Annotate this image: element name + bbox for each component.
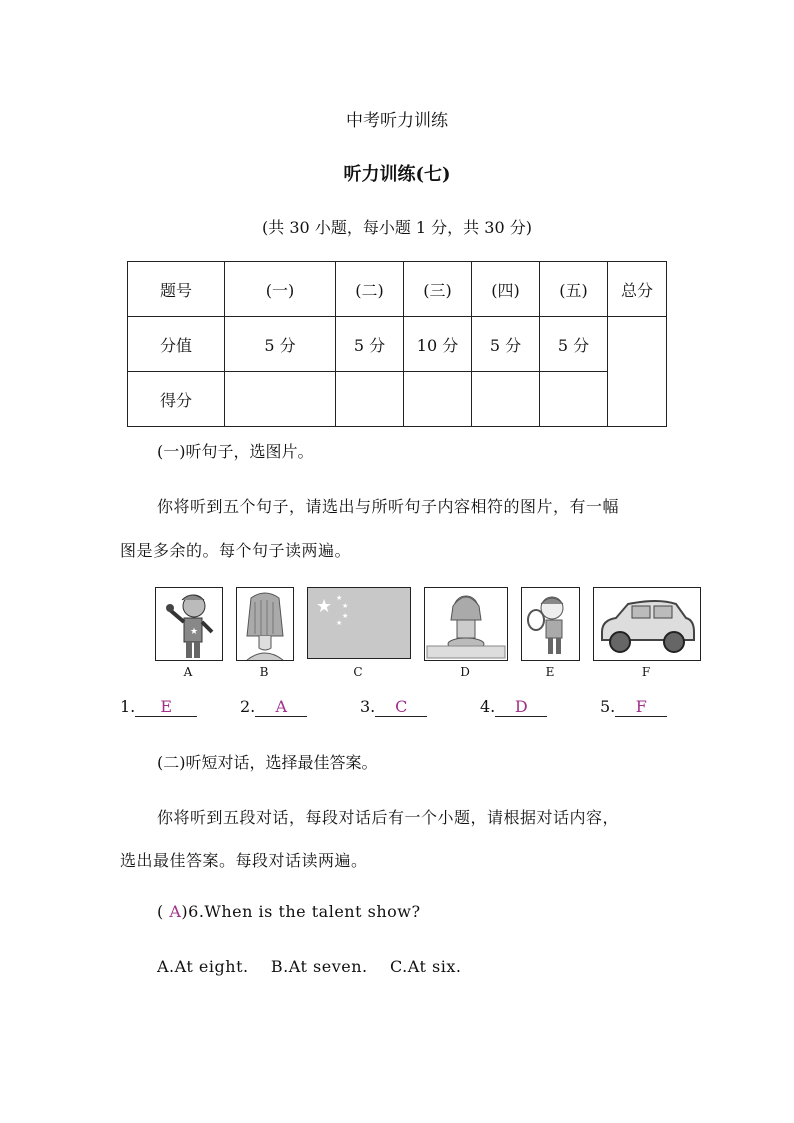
svg-text:★: ★ <box>342 602 349 610</box>
series-title: 中考听力训练 <box>346 111 448 131</box>
table-cell: 5 分 <box>336 317 404 372</box>
section2-instruction: 选出最佳答案。每段对话读两遍。 <box>120 851 368 870</box>
answer-blank[interactable] <box>255 697 307 717</box>
section1-instruction: 图是多余的。每个句子读两遍。 <box>120 541 352 560</box>
table-cell: 10 分 <box>404 317 472 372</box>
table-row <box>128 317 667 372</box>
table-cell: 5 分 <box>472 317 540 372</box>
table-row <box>128 372 667 427</box>
total-score-cell[interactable] <box>608 317 667 427</box>
answer-value: F <box>635 697 647 716</box>
column-header: (四) <box>472 262 540 317</box>
picture-label: F <box>641 665 651 679</box>
score-cell[interactable] <box>404 372 472 427</box>
column-header: (五) <box>540 262 608 317</box>
girl-washing-icon <box>425 588 507 660</box>
score-cell[interactable] <box>336 372 404 427</box>
picture-label: B <box>259 665 269 679</box>
page-subtitle: (共 30 小题，每小题 1 分，共 30 分) <box>262 218 532 237</box>
section2-heading: (二)听短对话，选择最佳答案。 <box>157 753 378 772</box>
girl-hair-icon <box>237 588 293 660</box>
score-cell[interactable] <box>225 372 336 427</box>
section2-instruction: 你将听到五段对话，每段对话后有一个小题，请根据对话内容， <box>157 808 620 827</box>
question-6 <box>157 902 421 921</box>
answer-value: D <box>514 697 528 716</box>
picture-label: C <box>353 665 363 679</box>
picture-b[interactable] <box>236 587 294 661</box>
table-cell: 5 分 <box>540 317 608 372</box>
picture-label: E <box>545 665 555 679</box>
svg-text:★: ★ <box>190 627 199 637</box>
answer-blank[interactable] <box>495 697 547 717</box>
question-number: 2. <box>240 697 256 716</box>
answer-item <box>480 697 547 717</box>
china-flag-icon <box>308 588 410 658</box>
question-6-options: A.At eight. B.At seven. C.At six. <box>157 957 462 976</box>
svg-text:★: ★ <box>336 619 343 627</box>
question-paren: ( <box>157 902 164 921</box>
picture-f[interactable] <box>593 587 701 661</box>
row-label-number: 题号 <box>128 262 225 317</box>
question-6-text: )6.When is the talent show? <box>181 902 421 921</box>
section1-instruction: 你将听到五个句子，请选出与所听句子内容相符的图片，有一幅 <box>157 497 620 516</box>
svg-text:★: ★ <box>336 594 343 602</box>
table-row <box>128 262 667 317</box>
question-number: 3. <box>360 697 376 716</box>
singing-boy-icon <box>156 588 222 660</box>
picture-label: D <box>460 665 470 679</box>
answer-value: C <box>395 697 408 716</box>
column-header: (三) <box>404 262 472 317</box>
total-header: 总分 <box>608 262 667 317</box>
row-label-points: 分值 <box>128 317 225 372</box>
picture-label: A <box>183 665 193 679</box>
answer-blank[interactable] <box>615 697 667 717</box>
answer-item <box>360 697 427 717</box>
table-cell: 5 分 <box>225 317 336 372</box>
question-number: 5. <box>600 697 616 716</box>
svg-text:★: ★ <box>316 596 333 617</box>
question-number: 1. <box>120 697 136 716</box>
question-6-answer[interactable]: A <box>169 902 182 921</box>
picture-a[interactable] <box>155 587 223 661</box>
section1-heading: (一)听句子，选图片。 <box>157 442 314 461</box>
car-icon <box>594 588 700 660</box>
score-cell[interactable] <box>540 372 608 427</box>
answer-item <box>600 697 667 717</box>
page-title: 听力训练(七) <box>343 164 451 185</box>
column-header: (二) <box>336 262 404 317</box>
picture-d[interactable] <box>424 587 508 661</box>
answer-blank[interactable] <box>135 697 197 717</box>
picture-e[interactable] <box>521 587 580 661</box>
answer-value: E <box>160 697 173 716</box>
score-cell[interactable] <box>472 372 540 427</box>
answer-item <box>120 697 197 717</box>
answer-blank[interactable] <box>375 697 427 717</box>
picture-c[interactable] <box>307 587 411 659</box>
boy-tennis-icon <box>522 588 579 660</box>
question-number: 4. <box>480 697 496 716</box>
row-label-score: 得分 <box>128 372 225 427</box>
answer-item <box>240 697 307 717</box>
column-header: (一) <box>225 262 336 317</box>
answer-value: A <box>275 697 288 716</box>
score-table <box>127 261 667 427</box>
svg-text:★: ★ <box>342 612 349 620</box>
